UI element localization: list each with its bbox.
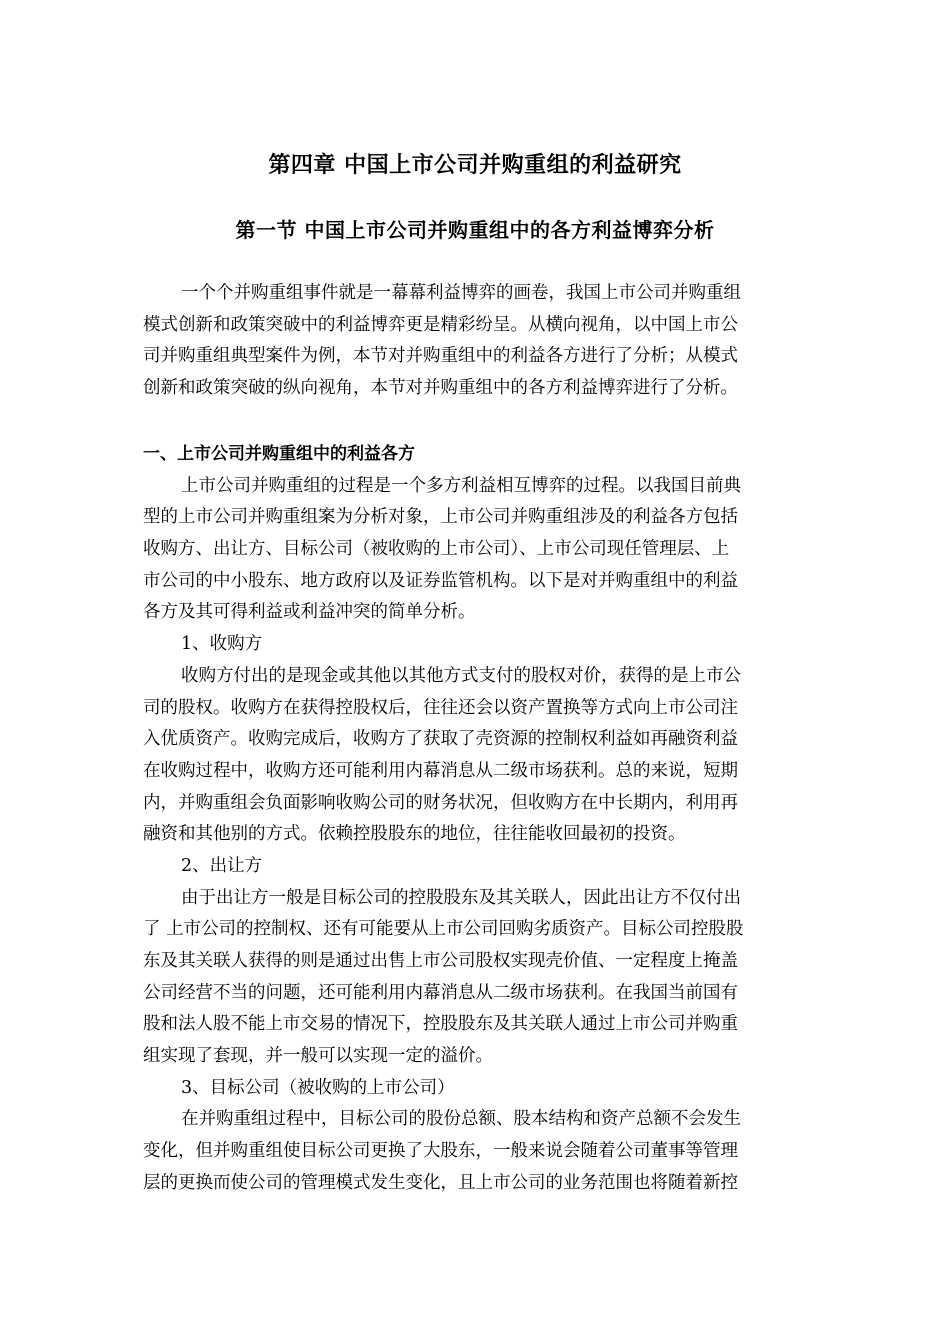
text-line: 变化，但并购重组使目标公司更换了大股东，一般来说会随着公司董事等管理 xyxy=(143,1141,738,1162)
chapter-title: 第四章 中国上市公司并购重组的利益研究 xyxy=(268,153,682,178)
text-line: 入优质资产。收购完成后，收购方了获取了壳资源的控制权利益如再融资利益 xyxy=(143,729,738,750)
text-line: 融资和其他别的方式。依赖控股股东的地位，往往能收回最初的投资。 xyxy=(143,824,686,845)
text-line: 在收购过程中，收购方还可能利用内幕消息从二级市场获利。总的来说，短期 xyxy=(143,760,738,781)
text-line: 公司经营不当的问题，还可能利用内幕消息从二级市场获利。在我国当前国有 xyxy=(143,982,738,1003)
text-line: 型的上市公司并购重组案为分析对象，上市公司并购重组涉及的利益各方包括 xyxy=(143,507,738,528)
text-line: 各方及其可得利益或利益冲突的简单分析。 xyxy=(143,602,476,623)
subsection-heading: 一、上市公司并购重组中的利益各方 xyxy=(143,444,415,464)
text-line: 组实现了套现，并一般可以实现一定的溢价。 xyxy=(143,1046,493,1067)
text-line: 了 上市公司的控制权、还有可能要从上市公司回购劣质资产。目标公司控股股 xyxy=(143,919,744,940)
text-line: 层的更换而使公司的管理模式发生变化，且上市公司的业务范围也将随着新控 xyxy=(143,1172,738,1193)
text-line: 内，并购重组会负面影响收购公司的财务状况，但收购方在中长期内，利用再 xyxy=(143,792,738,813)
item-heading: 3、目标公司（被收购的上市公司） xyxy=(181,1077,455,1098)
item-heading: 1、收购方 xyxy=(181,634,263,655)
text-line: 司并购重组典型案件为例，本节对并购重组中的利益各方进行了分析；从模式 xyxy=(143,346,738,367)
item-heading: 2、出让方 xyxy=(181,855,263,876)
text-line: 东及其关联人获得的则是通过出售上市公司股权实现壳价值、一定程度上掩盖 xyxy=(143,951,738,971)
subsection-1 xyxy=(143,439,809,1200)
text-line: 股和法人股不能上市交易的情况下，控股股东及其关联人通过上市公司并购重 xyxy=(143,1014,738,1035)
text-line: 收购方付出的是现金或其他以其他方式支付的股权对价，获得的是上市公 xyxy=(181,665,741,686)
text-line: 收购方、出让方、目标公司（被收购的上市公司）、上市公司现任管理层、上 xyxy=(143,539,730,560)
intro-paragraph xyxy=(143,278,809,405)
text-line: 创新和政策突破的纵向视角，本节对并购重组中的各方利益博弈进行了分析。 xyxy=(143,378,738,399)
text-line: 市公司的中小股东、地方政府以及证券监管机构。以下是对并购重组中的利益 xyxy=(143,570,738,591)
text-line: 司的股权。收购方在获得控股权后，往往还会以资产置换等方式向上市公司注 xyxy=(143,697,738,718)
text-line: 在并购重组过程中，目标公司的股份总额、股本结构和资产总额不会发生 xyxy=(181,1109,741,1130)
text-line: 一个个并购重组事件就是一幕幕利益博弈的画卷，我国上市公司并购重组 xyxy=(181,283,741,303)
text-line: 上市公司并购重组的过程是一个多方利益相互博弈的过程。以我国目前典 xyxy=(181,475,741,496)
text-line: 模式创新和政策突破中的利益博弈更是精彩纷呈。从横向视角，以中国上市公 xyxy=(143,314,738,335)
section-title: 第一节 中国上市公司并购重组中的各方利益博弈分析 xyxy=(235,218,715,242)
text-line: 由于出让方一般是目标公司的控股股东及其关联人，因此出让方不仅付出 xyxy=(181,887,741,908)
